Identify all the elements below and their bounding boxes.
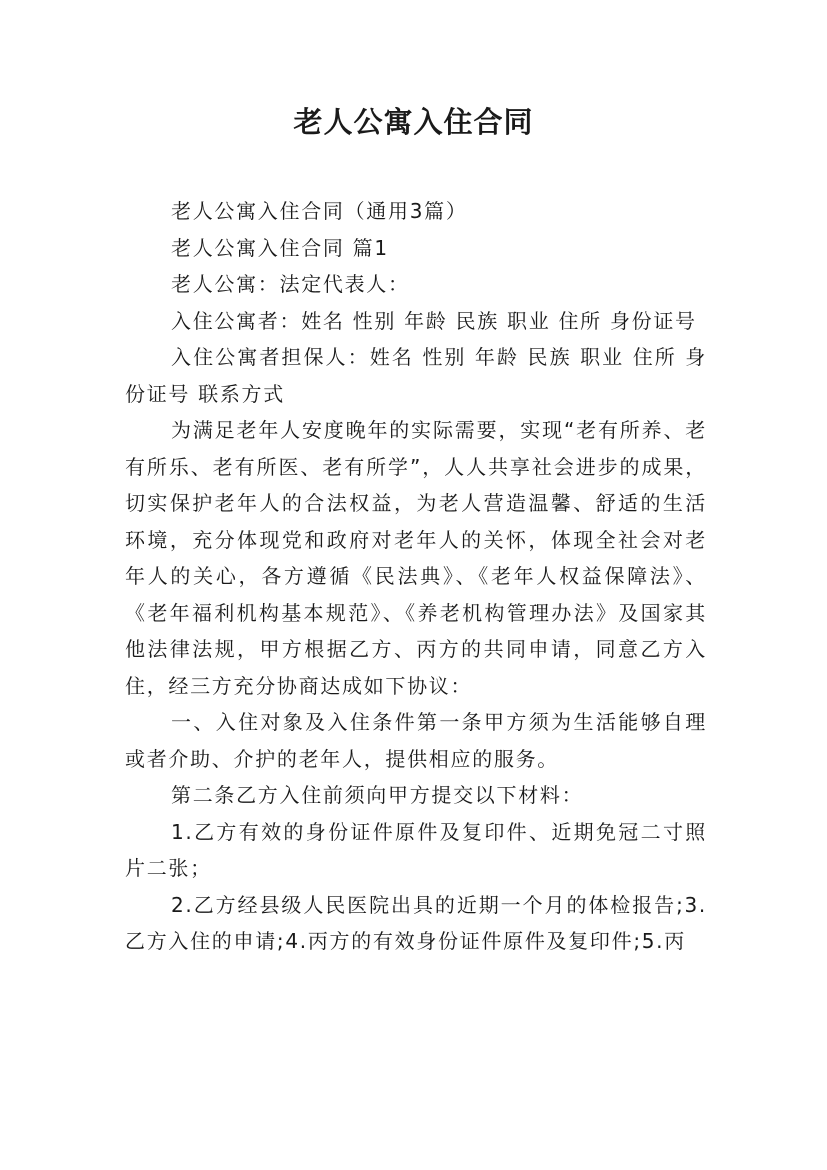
paragraph-preamble: 为满足老年人安度晚年的实际需要，实现“老有所养、老有所乐、老有所医、老有所学”，人人共享社会进步的成果，切实保护老年人的合法权益，为老人营造温馨、舒适的生活环境，充分体现党和政府对老年人的关怀，体现全社会对老年人的关心，各方遵循《民法典》、《老年人权益保障法》、《老年福利机构基本规范》、《养老机构管理办法》及国家其他法律法规，甲方根据乙方、丙方的共同申请，同意乙方入住，经三方充分协商达成如下协议： (125, 418, 707, 698)
paragraph-section-heading: 老人公寓入住合同 篇1 (171, 235, 389, 260)
paragraph-item-2: 2.乙方经县级人民医院出具的近期一个月的体检报告;3.乙方入住的申请;4.丙方的有效身份证件原件及复印件;5.丙 (125, 892, 707, 953)
paragraph-article-1: 一、入住对象及入住条件第一条甲方须为生活能够自理或者介助、介护的老年人，提供相应的服务。 (125, 710, 707, 771)
paragraph-guarantor-party: 入住公寓者担保人：姓名 性别 年龄 民族 职业 住所 身份证号 联系方式 (125, 345, 707, 406)
paragraph-article-2: 第二条乙方入住前须向甲方提交以下材料： (171, 783, 584, 807)
paragraph-resident-party: 入住公寓者：姓名 性别 年龄 民族 职业 住所 身份证号 (171, 308, 697, 333)
paragraph-item-1: 1.乙方有效的身份证件原件及复印件、近期免冠二寸照片二张； (125, 819, 707, 880)
document-body (125, 193, 707, 960)
paragraph-subtitle: 老人公寓入住合同（通用3篇） (171, 199, 468, 223)
paragraph-apartment-party: 老人公寓：法定代表人： (171, 272, 410, 296)
document-title: 老人公寓入住合同 (293, 105, 534, 139)
